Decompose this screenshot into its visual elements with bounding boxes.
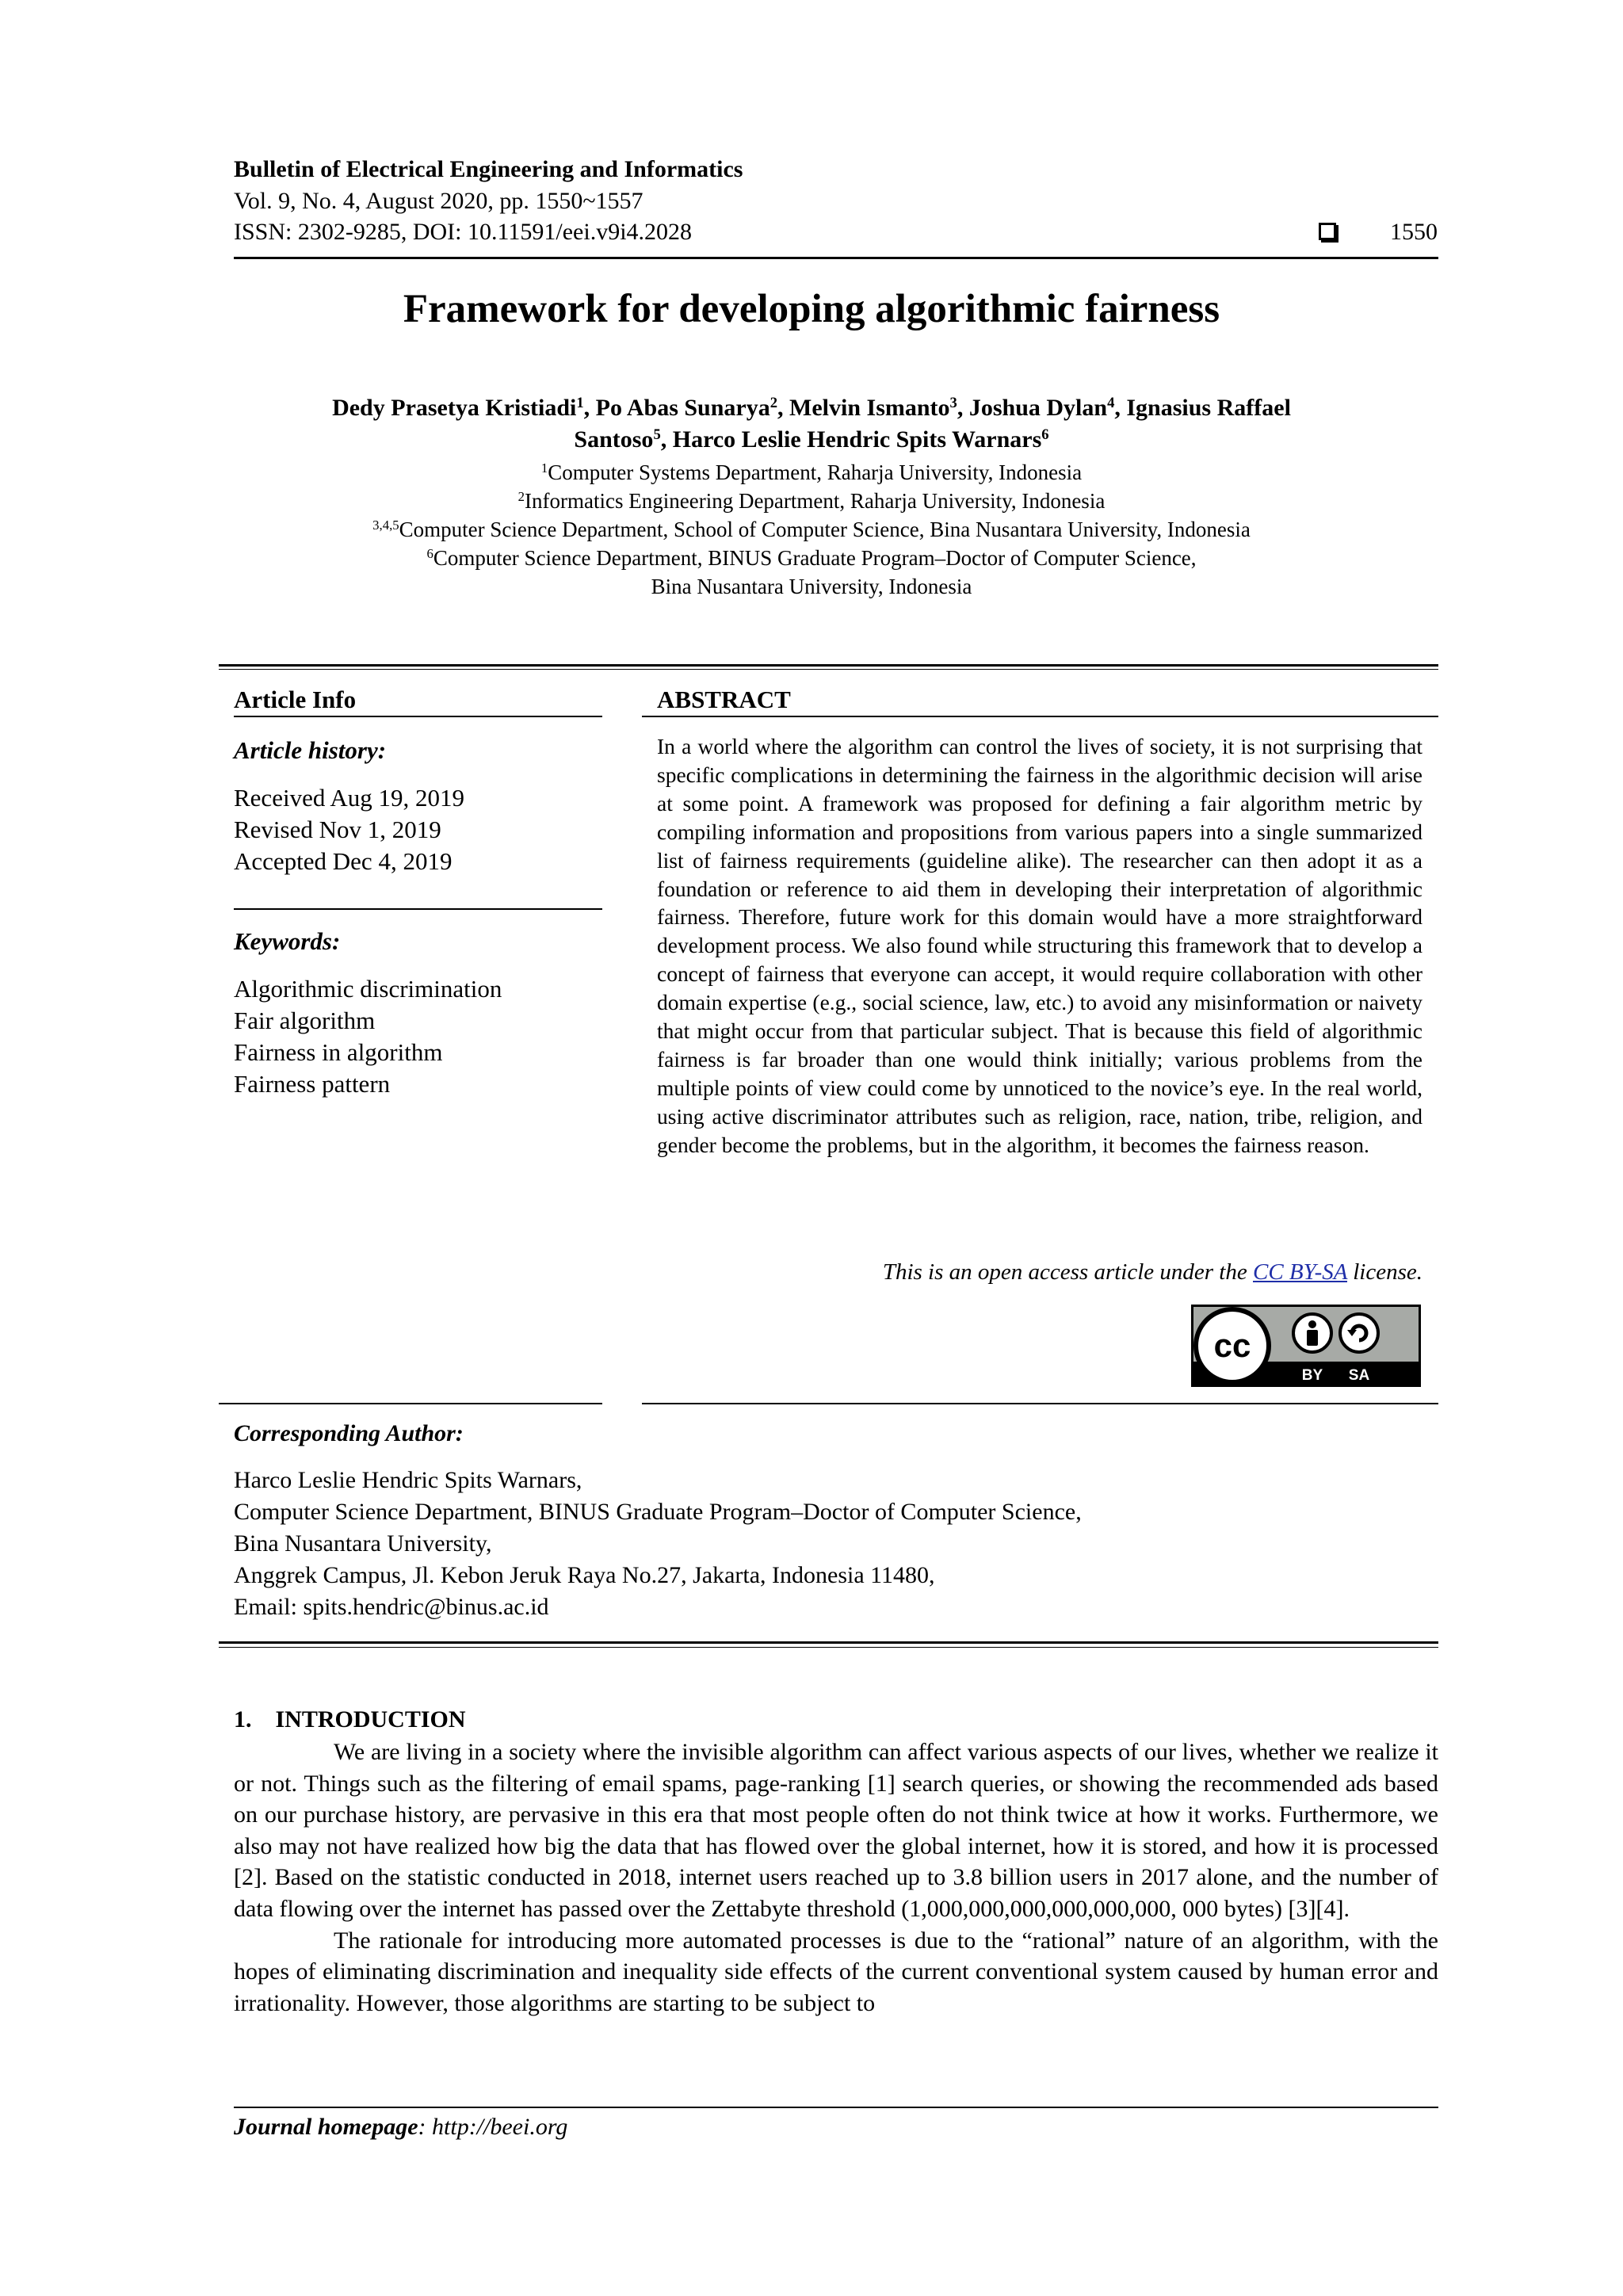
- keyword: Fair algorithm: [234, 1007, 376, 1034]
- footer-rule: [234, 2107, 1438, 2108]
- author-name: Melvin Ismanto: [789, 395, 950, 421]
- keywords-rule: [234, 908, 602, 910]
- info-top-rule: [219, 664, 1438, 667]
- article-info-rule: [234, 716, 602, 717]
- corresponding-bottom-rule: [219, 1641, 1438, 1644]
- svg-text:SA: SA: [1348, 1367, 1370, 1384]
- corresponding-name: Harco Leslie Hendric Spits Warnars,: [234, 1467, 582, 1493]
- author-name-part: Ignasius Raffael: [1126, 395, 1291, 421]
- history-dates: [234, 782, 464, 877]
- affiliation: $^1$Computer Systems Department, Raharja University, Indonesia: [540, 460, 1083, 484]
- author-name: Dedy Prasetya Kristiadi: [332, 395, 577, 421]
- corresponding-bottom-rule-thin: [219, 1647, 1438, 1648]
- affiliation: $^6$Computer Science Department, BINUS Graduate Program–Doctor of Computer Science,: [426, 545, 1197, 570]
- author-sup: 2: [769, 394, 778, 411]
- article-info-heading: Article Info: [234, 686, 357, 713]
- keyword-list: [234, 973, 502, 1100]
- keyword: Fairness pattern: [234, 1070, 391, 1098]
- corresponding-university: Bina Nusantara University,: [234, 1530, 492, 1557]
- open-access-suffix: license.: [1353, 1259, 1423, 1285]
- homepage-label: Journal homepage: [234, 2114, 418, 2140]
- author-name-part: Santoso: [574, 426, 654, 453]
- abstract-text: In a world where the algorithm can control the lives of society, it is not surprising that specific complications in determining the fairness in the algorithmic decision will arise at some point. A framework was proposed for defining a fair algorithm metric by compiling information and propositions from various papers into a single summarized list of fairness requirements (guideline alike). The researcher can then adopt it as a foundation or reference to aid them in developing their interpretation of algorithmic fairness. Therefore, future work for this domain would have a more straightforward development process. We also found while structuring this framework that to develop a concept of fairness that everyone can accept, it would require collaboration with other domain expertise (e.g., social science, law, etc.) to avoid any misinformation or naivety that might occur from that particular subject. That is because this field of algorithmic fairness is far broader than one would think initially; various problems from the multiple points of view could come by unnoticed to the novice’s eye. In the real world, using active discriminator attributes such as religion, race, nation, tribe, religion, and gender become the problems, but in the algorithm, it becomes the fairness reason.: [657, 734, 1423, 1157]
- author-sup: 3: [949, 394, 957, 411]
- header-rule: [234, 257, 1438, 259]
- introduction-body: [234, 1736, 1438, 2019]
- journal-issn-doi: ISSN: 2302-9285, DOI: 10.11591/eei.v9i4.2028: [234, 219, 693, 245]
- author-sup: 4: [1107, 394, 1115, 411]
- affiliation: Bina Nusantara University, Indonesia: [651, 575, 972, 598]
- corresponding-department: Computer Science Department, BINUS Graduate Program–Doctor of Computer Science,: [234, 1499, 1082, 1525]
- open-access-notice: [883, 1258, 1423, 1286]
- cc-by-sa-badge-icon[interactable]: [1191, 1305, 1421, 1387]
- introduction-heading: 1. INTRODUCTION: [234, 1706, 466, 1733]
- author-name: Harco Leslie Hendric Spits Warnars: [672, 426, 1042, 453]
- author-sup: 1: [576, 394, 584, 411]
- journal-volume: Vol. 9, No. 4, August 2020, pp. 1550~1557: [234, 188, 643, 214]
- keywords-heading: Keywords:: [234, 927, 341, 955]
- keyword: Algorithmic discrimination: [234, 975, 502, 1003]
- keyword: Fairness in algorithm: [234, 1038, 443, 1066]
- author-sup: 5: [653, 426, 661, 443]
- corresponding-address: Anggrek Campus, Jl. Kebon Jeruk Raya No.27, Jakarta, Indonesia 11480,: [234, 1562, 935, 1588]
- corresponding-email: Email: spits.hendric@binus.ac.id: [234, 1594, 549, 1620]
- revised-date: Revised Nov 1, 2019: [234, 816, 441, 843]
- abstract-heading: ABSTRACT: [657, 686, 791, 713]
- svg-text:BY: BY: [1301, 1367, 1323, 1384]
- article-history-heading: Article history:: [234, 736, 387, 764]
- journal-homepage: [234, 2112, 567, 2142]
- info-top-rule-thin: [219, 669, 1438, 670]
- accepted-date: Accepted Dec 4, 2019: [234, 847, 453, 875]
- cc-by-sa-link[interactable]: CC BY-SA: [1253, 1259, 1347, 1285]
- intro-paragraph: The rationale for introducing more automated processes is due to the “rational” nature of an algorithm, with the hopes of eliminating discrimination and inequality side effects of the current conventional system caused by human error and irrationality. However, those algorithms are starting to be subject to: [234, 1927, 1438, 2016]
- journal-name: Bulletin of Electrical Engineering and Informatics: [234, 156, 743, 182]
- affiliation: $^{3,4,5}$Computer Science Department, School of Computer Science, Bina Nusantara University, Indonesia: [372, 517, 1251, 541]
- author-list: Dedy Prasetya Kristiadi$^1$, Po Abas Sunarya$^2$, Melvin Ismanto$^3$, Joshua Dylan$^4$, Ignasius Raffael Santoso$^5$, Harco Leslie Hendric Spits Warnars$^6$: [332, 394, 1291, 453]
- page-number: 1550: [1390, 219, 1438, 245]
- affiliation: $^2$Informatics Engineering Department, Raharja University, Indonesia: [517, 488, 1106, 513]
- svg-text:cc: cc: [1213, 1327, 1251, 1364]
- author-name: Po Abas Sunarya: [595, 395, 770, 421]
- abstract-rule: [642, 716, 1438, 717]
- corresponding-author-details: [234, 1465, 1082, 1623]
- author-sup: 6: [1041, 426, 1049, 443]
- sa-share-icon: [1340, 1314, 1378, 1352]
- info-bottom-rule-left: [219, 1403, 602, 1404]
- intro-paragraph: We are living in a society where the invisible algorithm can affect various aspects of our lives, whether we realize it or not. Things such as the filtering of email spams, page-ranking [1] search queries, or showing the recommended ads based on our purchase history, are pervasive in this era that most people often do not think twice at how it works. Furthermore, we also may not have realized how big the data that has flowed over the global internet, how it is stored, and how it is processed [2]. Based on the statistic conducted in 2018, internet users reached up to 3.8 billion users in 2017 alone, and the number of data flowing over the internet has passed over the Zettabyte threshold (1,000,000,000,000,000,000, 000 bytes) [3][4].: [234, 1739, 1438, 1922]
- info-bottom-rule-right: [642, 1403, 1438, 1404]
- square-bullet-icon: [1319, 223, 1336, 240]
- corresponding-author-heading: Corresponding Author:: [234, 1420, 464, 1446]
- open-access-prefix: This is an open access article under the: [882, 1259, 1247, 1285]
- paper-title: Framework for developing algorithmic fairness: [403, 287, 1220, 331]
- author-name: Joshua Dylan: [968, 395, 1108, 421]
- affiliation-list: [0, 458, 1623, 601]
- homepage-url[interactable]: : http://beei.org: [418, 2114, 568, 2140]
- received-date: Received Aug 19, 2019: [234, 784, 465, 812]
